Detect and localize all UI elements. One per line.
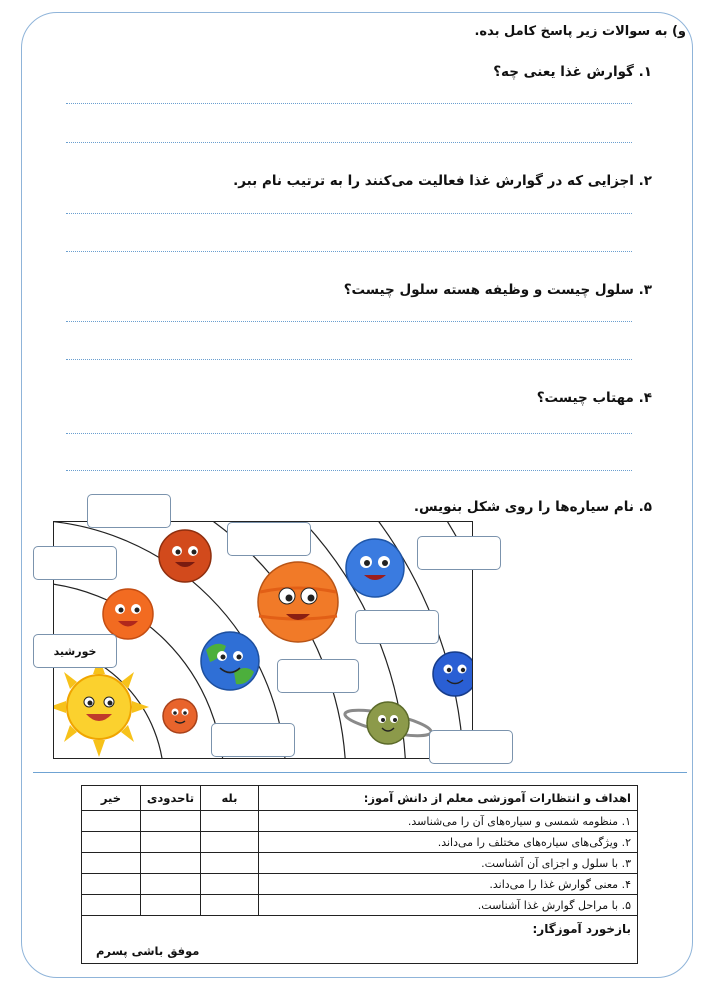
goal-item: ۱. منظومه شمسی و سیاره‌های آن را می‌شناسد.: [258, 811, 637, 832]
planet-label-box[interactable]: [277, 659, 359, 693]
sun-icon: [54, 657, 149, 757]
yes-cell[interactable]: [201, 811, 259, 832]
question-number: ۱.: [638, 64, 652, 80]
no-cell[interactable]: [82, 853, 141, 874]
table-row: [82, 832, 638, 853]
yes-header: بله: [201, 786, 259, 811]
planet-venus-icon: [103, 589, 153, 639]
goal-item: ۴. معنی گوارش غذا را می‌داند.: [258, 874, 637, 895]
question-number: ۵.: [638, 499, 652, 515]
answer-line[interactable]: [66, 321, 632, 322]
section-heading: و) به سوالات زیر پاسخ کامل بده.: [474, 24, 686, 39]
planet-uranus-icon: [346, 539, 404, 597]
somewhat-header: تاحدودی: [140, 786, 200, 811]
answer-line[interactable]: [66, 213, 632, 214]
answer-line[interactable]: [66, 142, 632, 143]
section-divider: [33, 772, 687, 773]
yes-cell[interactable]: [201, 832, 259, 853]
planet-label-box[interactable]: [211, 723, 295, 757]
no-cell[interactable]: [82, 895, 141, 916]
question-text: نام سیاره‌ها را روی شکل بنویس.: [413, 499, 634, 515]
somewhat-cell[interactable]: [140, 832, 200, 853]
planet-earth-icon: [201, 632, 259, 690]
planet-mercury-icon: [163, 699, 197, 733]
no-cell[interactable]: [82, 811, 141, 832]
planet-label-box[interactable]: [87, 494, 171, 528]
question-2: [233, 173, 652, 189]
table-row: [82, 895, 638, 916]
table-row: [82, 874, 638, 895]
evaluation-table: [81, 785, 638, 964]
somewhat-cell[interactable]: [140, 895, 200, 916]
no-cell[interactable]: [82, 874, 141, 895]
feedback-title: بازخورد آموزگار:: [532, 922, 631, 936]
goal-item: ۳. با سلول و اجزای آن آشناست.: [258, 853, 637, 874]
answer-line[interactable]: [66, 103, 632, 104]
yes-cell[interactable]: [201, 895, 259, 916]
answer-line[interactable]: [66, 359, 632, 360]
question-number: ۲.: [638, 173, 652, 189]
question-text: گوارش غذا یعنی چه؟: [493, 64, 634, 80]
somewhat-cell[interactable]: [140, 853, 200, 874]
question-4: [537, 390, 652, 406]
answer-line[interactable]: [66, 433, 632, 434]
question-1: [493, 64, 652, 80]
somewhat-cell[interactable]: [140, 874, 200, 895]
planet-label-box[interactable]: [417, 536, 501, 570]
question-text: مهتاب چیست؟: [536, 390, 634, 406]
no-header: خیر: [82, 786, 141, 811]
sun-label-box: [33, 634, 117, 668]
sun-label: خورشید: [53, 645, 97, 658]
goal-item: ۵. با مراحل گوارش غذا آشناست.: [258, 895, 637, 916]
question-5: [414, 499, 652, 515]
yes-cell[interactable]: [201, 874, 259, 895]
planet-neptune-icon: [433, 652, 473, 696]
question-number: ۳.: [638, 282, 652, 298]
goals-header: اهداف و انتظارات آموزشی معلم از دانش آموز:: [258, 786, 637, 811]
question-3: [344, 282, 652, 298]
answer-line[interactable]: [66, 470, 632, 471]
answer-line[interactable]: [66, 251, 632, 252]
feedback-text: موفق باشی پسرم: [96, 944, 200, 958]
table-header-row: [82, 786, 638, 811]
planet-label-box[interactable]: [355, 610, 439, 644]
question-text: سلول چیست و وظیفه هسته سلول چیست؟: [343, 282, 634, 298]
feedback-row: [82, 916, 638, 964]
planet-label-box[interactable]: [227, 522, 311, 556]
planet-mars-icon: [159, 530, 211, 582]
planet-label-box[interactable]: [33, 546, 117, 580]
planet-label-box[interactable]: [429, 730, 513, 764]
goal-item: ۲. ویژگی‌های سیاره‌های مختلف را می‌داند.: [258, 832, 637, 853]
table-row: [82, 853, 638, 874]
somewhat-cell[interactable]: [140, 811, 200, 832]
planet-saturn-icon: [343, 702, 433, 744]
planet-jupiter-icon: [258, 562, 338, 642]
question-text: اجزایی که در گوارش غذا فعالیت می‌کنند را به ترتیب نام ببر.: [233, 173, 634, 189]
question-number: ۴.: [638, 390, 652, 406]
table-row: [82, 811, 638, 832]
no-cell[interactable]: [82, 832, 141, 853]
teacher-feedback: [82, 916, 638, 964]
yes-cell[interactable]: [201, 853, 259, 874]
